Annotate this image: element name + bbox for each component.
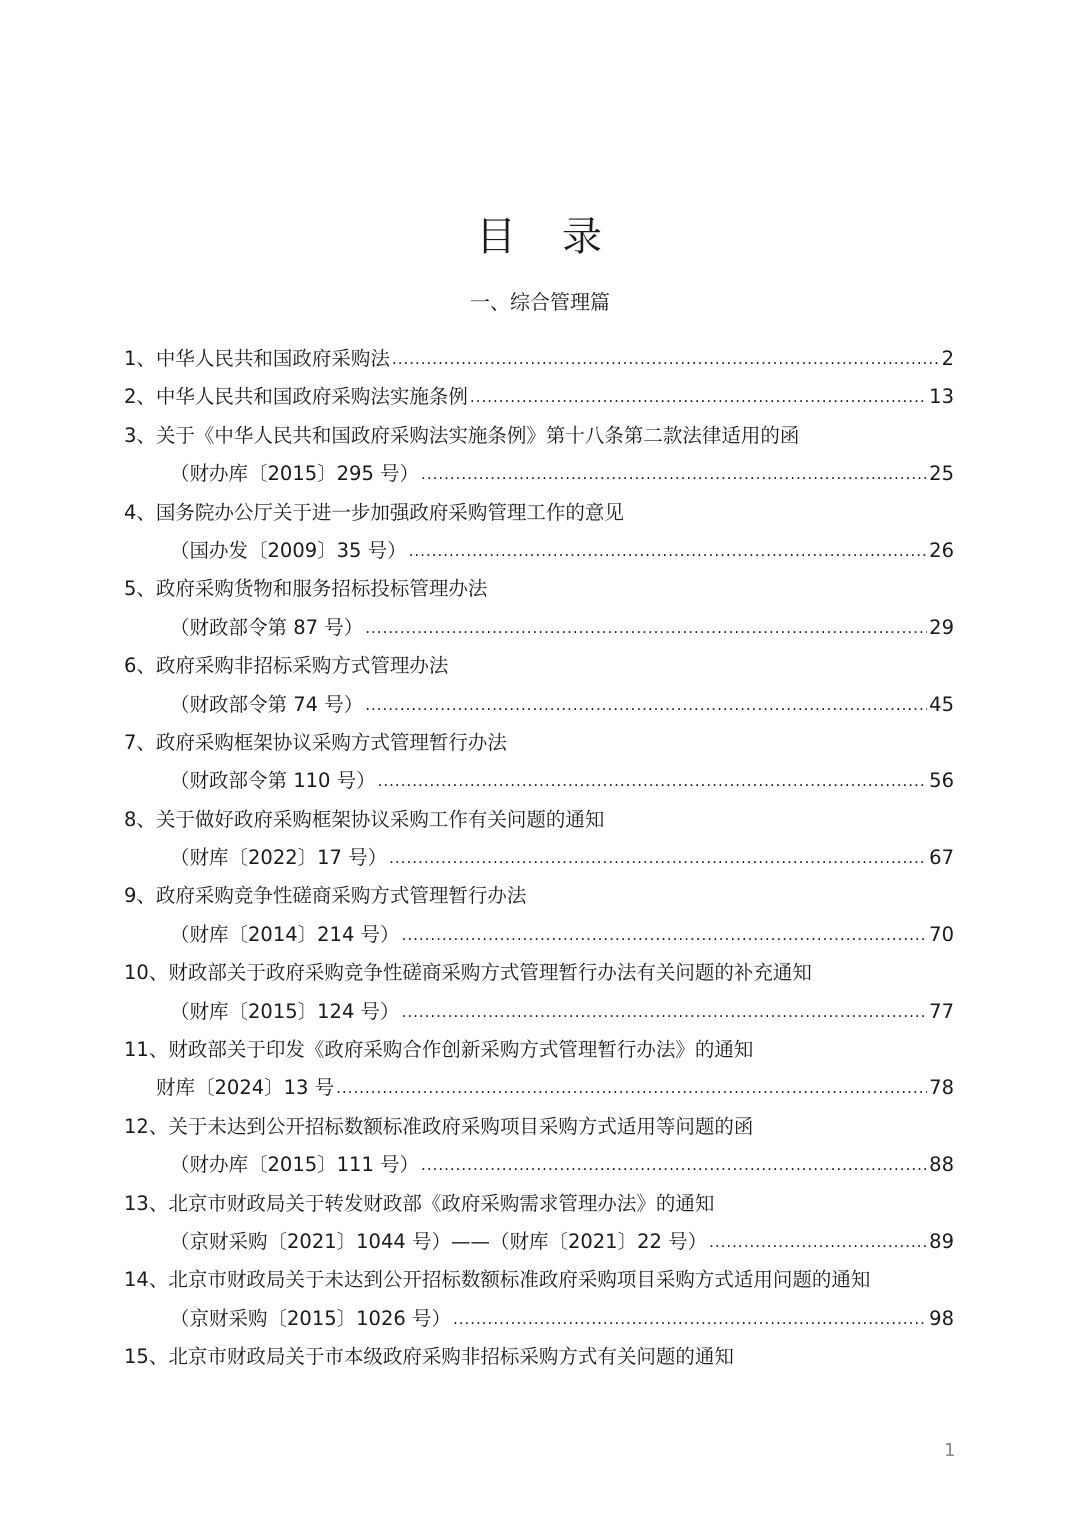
toc-entry-doc-number: 财库〔2024〕13 号 [156, 1076, 335, 1100]
toc-entry-page: 45 [929, 692, 954, 716]
toc-entry-doc-number: （财库〔2022〕17 号） [170, 846, 388, 870]
dot-leader [365, 685, 927, 724]
toc-entry[interactable] [124, 494, 954, 532]
toc-entry-title: 4、国务院办公厅关于进一步加强政府采购管理工作的意见 [124, 500, 624, 524]
toc-entry-doc-line[interactable] [124, 1069, 954, 1107]
dot-leader [453, 1299, 927, 1338]
toc-entry[interactable] [124, 1338, 954, 1376]
toc-entry-page: 13 [929, 385, 954, 409]
toc-entry-page: 26 [929, 538, 954, 562]
toc-entry-title: 5、政府采购货物和服务招标投标管理办法 [124, 577, 488, 601]
toc-entry-doc-line[interactable] [124, 532, 954, 570]
toc-entry[interactable] [124, 417, 954, 455]
toc-entry-page: 88 [929, 1153, 954, 1177]
toc-entry-page: 78 [929, 1076, 954, 1100]
toc-entry-title: 10、财政部关于政府采购竞争性磋商采购方式管理暂行办法有关问题的补充通知 [124, 961, 812, 985]
toc-entry-doc-line[interactable] [124, 455, 954, 493]
toc-entry[interactable] [124, 340, 954, 378]
toc-entry-page: 98 [929, 1306, 954, 1330]
toc-entry-title: 8、关于做好政府采购框架协议采购工作有关问题的通知 [124, 807, 605, 831]
toc-entry-title: 1、中华人民共和国政府采购法 [124, 347, 390, 370]
page-number: 1 [944, 1440, 956, 1461]
toc-entry[interactable] [124, 1108, 954, 1146]
toc-entry-doc-line[interactable] [124, 839, 954, 877]
dot-leader [402, 915, 928, 954]
table-of-contents [124, 340, 954, 1377]
toc-entry-doc-line[interactable] [124, 916, 954, 954]
toc-entry-page: 70 [929, 922, 954, 946]
toc-entry-doc-line[interactable] [124, 1300, 954, 1338]
toc-entry-doc-number: （财库〔2015〕124 号） [170, 999, 400, 1023]
toc-entry-doc-number: （财政部令第 87 号） [170, 615, 364, 639]
toc-entry-doc-line[interactable] [124, 993, 954, 1031]
toc-entry-doc-number: （财政部令第 74 号） [170, 692, 364, 716]
dot-leader [421, 454, 927, 493]
page-title: 目 录 [476, 214, 604, 260]
toc-entry-title: 15、北京市财政局关于市本级政府采购非招标采购方式有关问题的通知 [124, 1345, 734, 1369]
dot-leader [378, 761, 928, 800]
dot-leader [402, 992, 928, 1031]
toc-entry-doc-line[interactable] [124, 762, 954, 800]
dot-leader [365, 608, 927, 647]
toc-entry-doc-number: （财办库〔2015〕111 号） [170, 1153, 420, 1177]
toc-entry-title: 9、政府采购竞争性磋商采购方式管理暂行办法 [124, 884, 527, 908]
toc-entry-doc-number: （财库〔2014〕214 号） [170, 922, 400, 946]
dot-leader [389, 838, 927, 877]
toc-entry-page: 2 [941, 347, 954, 370]
dot-leader [409, 531, 928, 570]
toc-entry-doc-number: （京财采购〔2021〕1044 号）——（财库〔2021〕22 号） [170, 1229, 708, 1253]
toc-entry-page: 67 [929, 846, 954, 870]
toc-entry-page: 56 [929, 769, 954, 793]
toc-entry-title: 14、北京市财政局关于未达到公开招标数额标准政府采购项目采购方式适用问题的通知 [124, 1268, 871, 1292]
toc-entry-doc-number: （财政部令第 110 号） [170, 769, 376, 793]
toc-entry-title: 6、政府采购非招标采购方式管理办法 [124, 654, 449, 678]
dot-leader [392, 339, 940, 378]
section-heading: 一、综合管理篇 [470, 290, 610, 314]
dot-leader [421, 1145, 927, 1184]
toc-entry-doc-line[interactable] [124, 1223, 954, 1261]
toc-entry[interactable] [124, 801, 954, 839]
toc-entry-page: 89 [929, 1229, 954, 1253]
dot-leader [709, 1222, 927, 1261]
toc-entry-doc-number: （京财采购〔2015〕1026 号） [170, 1306, 451, 1330]
toc-entry[interactable] [124, 954, 954, 992]
toc-entry[interactable] [124, 724, 954, 762]
toc-entry[interactable] [124, 378, 954, 416]
toc-entry-title: 13、北京市财政局关于转发财政部《政府采购需求管理办法》的通知 [124, 1191, 715, 1215]
toc-entry[interactable] [124, 877, 954, 915]
toc-entry[interactable] [124, 1185, 954, 1223]
toc-entry-title: 7、政府采购框架协议采购方式管理暂行办法 [124, 730, 507, 754]
toc-entry-doc-line[interactable] [124, 1146, 954, 1184]
toc-entry[interactable] [124, 570, 954, 608]
toc-entry-title: 3、关于《中华人民共和国政府采购法实施条例》第十八条第二款法律适用的函 [124, 423, 800, 447]
toc-entry-doc-number: （财办库〔2015〕295 号） [170, 462, 420, 486]
toc-entry-title: 12、关于未达到公开招标数额标准政府采购项目采购方式适用等问题的函 [124, 1114, 754, 1138]
toc-entry-doc-line[interactable] [124, 609, 954, 647]
dot-leader [470, 377, 927, 416]
toc-entry[interactable] [124, 1261, 954, 1299]
toc-entry[interactable] [124, 1031, 954, 1069]
toc-entry-page: 25 [929, 462, 954, 486]
toc-entry-doc-line[interactable] [124, 686, 954, 724]
toc-entry-title: 11、财政部关于印发《政府采购合作创新采购方式管理暂行办法》的通知 [124, 1038, 754, 1062]
toc-entry-title: 2、中华人民共和国政府采购法实施条例 [124, 385, 468, 409]
dot-leader [336, 1068, 927, 1107]
toc-entry-doc-number: （国办发〔2009〕35 号） [170, 538, 407, 562]
toc-entry[interactable] [124, 647, 954, 685]
toc-entry-page: 29 [929, 615, 954, 639]
toc-entry-page: 77 [929, 999, 954, 1023]
